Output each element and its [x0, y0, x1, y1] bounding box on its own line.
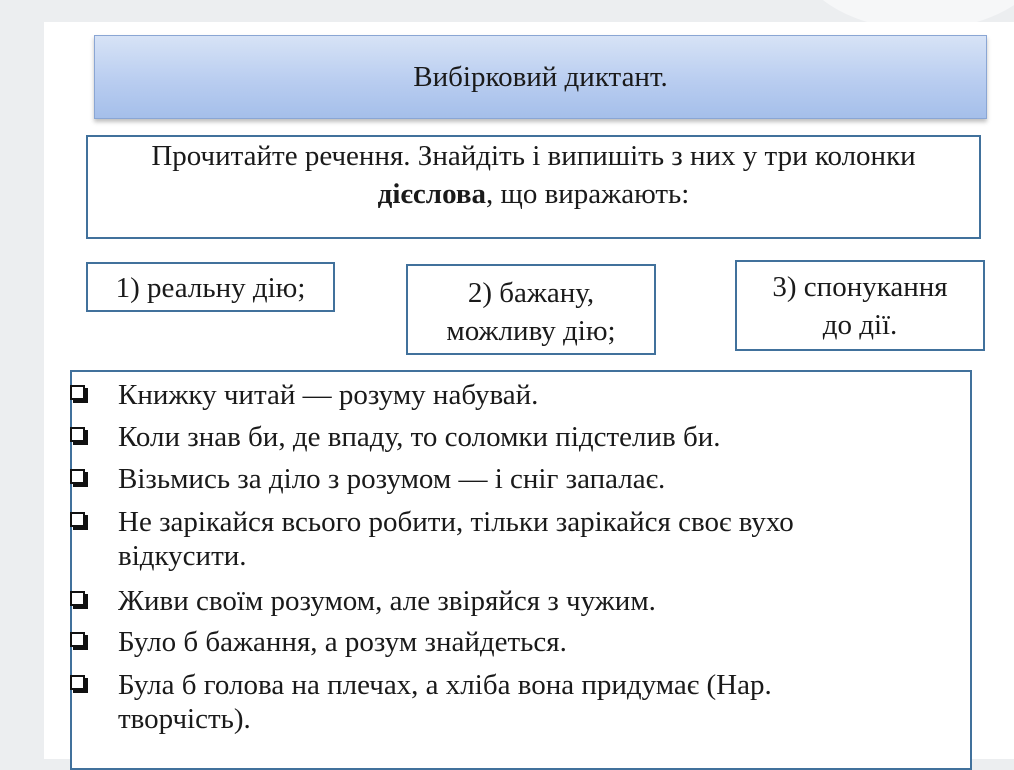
instruction-line-2 [88, 175, 979, 213]
sentence-2: Коли знав би, де впаду, то соломки підстелив би. [118, 421, 721, 453]
sentence-7-line-1: Була б голова на плечах, а хліба вона придумає (Нар. [118, 669, 772, 701]
sentence-4-line-2: відкусити. [118, 540, 247, 572]
instruction-line-2-rest: , що виражають: [486, 178, 690, 210]
instruction-bold-word: дієслова [377, 178, 487, 210]
sentence-7-line-2: творчість). [118, 703, 251, 735]
option-2-line-1: 2) бажану, [467, 277, 595, 309]
instruction-box [86, 135, 981, 239]
option-3-line-2: до дії. [822, 309, 898, 341]
option-2-line-2: можливу дію; [446, 315, 616, 347]
checkbox-bullet-icon [70, 591, 85, 606]
sentence-5: Живи своїм розумом, але звіряйся з чужим. [118, 585, 656, 617]
checkbox-bullet-icon [70, 385, 85, 400]
option-3-line-1: 3) спонукання [772, 271, 948, 303]
sentence-4-line-1: Не зарікайся всього робити, тільки зарікайся своє вухо [118, 506, 794, 538]
sentence-6: Було б бажання, а розум знайдеться. [118, 626, 567, 658]
checkbox-bullet-icon [70, 469, 85, 484]
option-box-3 [735, 260, 985, 351]
sentence-3: Візьмись за діло з розумом — і сніг запалає. [118, 463, 666, 495]
slide-title: Вибірковий диктант. [413, 60, 668, 93]
option-1-line-1: 1) реальну дію; [115, 272, 306, 304]
option-box-2 [406, 264, 656, 355]
checkbox-bullet-icon [70, 512, 85, 527]
checkbox-bullet-icon [70, 675, 85, 690]
slide-title-banner [94, 35, 987, 119]
option-box-1 [86, 262, 335, 312]
sentence-1: Книжку читай — розуму набувай. [118, 379, 539, 411]
checkbox-bullet-icon [70, 632, 85, 647]
checkbox-bullet-icon [70, 427, 85, 442]
instruction-line-1: Прочитайте речення. Знайдіть і випишіть з них у три колонки [151, 140, 916, 172]
